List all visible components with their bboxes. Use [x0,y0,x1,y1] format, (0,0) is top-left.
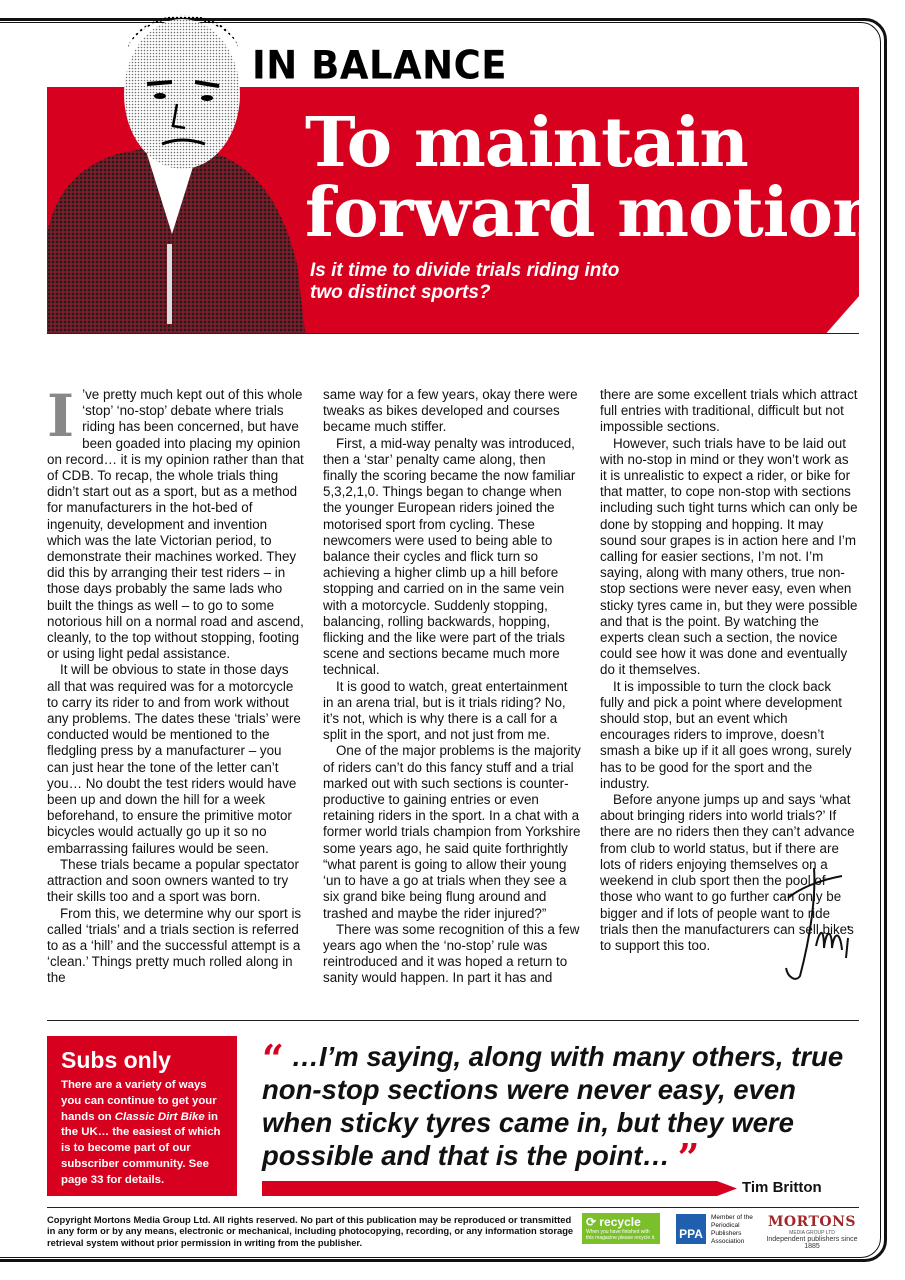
paragraph: One of the major problems is the majority of riders can’t do this fancy stuff and a trial marked out with such sections is counter-productive to gaining entries or even retaining riders in the sport. In a chat with a former world trials champion from Yorkshire some years ago, he said quite forthrightly “what parent is going to allow their young ‘un to have a go at trials when they see a six grand bike being flung around and trashed and maybe the rider injured?” [323,743,581,921]
quote-author: Tim Britton [742,1179,822,1196]
ppa-logo [676,1214,761,1246]
paragraph: It is good to watch, great entertainment in an arena trial, but is it trials riding? No, it’s not, which is why there is a call for a split in the sport, and not just from me. [323,678,568,743]
recycle-small-text: When you have finished with this magazine please recycle it. [586,1229,656,1241]
subs-box [47,1036,237,1196]
section-divider [47,1020,859,1021]
ppa-text: Member of the Periodical Publishers Association [711,1214,753,1245]
headline-line-1: To maintain [305,103,748,183]
ppa-mark: PPA [676,1214,706,1244]
paragraph: It will be obvious to state in those days all that was required was for a motorcycle to carry its rider to and from work without any problems. The dates these ‘trials’ were conducted would be mentioned to the fledgling press by a manufacturer – you can just hear the tone of the letter can’t you… No doubt the test riders would have been up and down the hill for a week beforehand, to ensure the primitive motor bicycles would actually go up it so no embarrassing failures would be seen. [47,662,301,856]
recycle-label: ⟳ recycle [586,1215,641,1229]
recycle-label-text: recycle [599,1215,641,1229]
paragraph: First, a mid-way penalty was introduced, then a ‘star’ penalty came along, then finally the scoring became the now familiar 5,3,2,1,0. Things began to change when the younger European riders joined the motorised sport from cycling. These newcomers were used to being able to balance their cycles and flick turn so achieving a higher climb up a hill before stopping and carried on in the same vein with a motorcycle. Suddenly stopping, balancing, rolling backwards, hopping, flicking and the like were part of the trials scene and sections became much more technical. [323,435,576,678]
paragraph: These trials became a popular spectator attraction and soon owners wanted to try their skills too and a sport was born. [47,856,299,905]
drop-cap: I [47,382,75,450]
headline-line-2: forward motion [305,173,881,253]
author-signature [780,858,860,983]
paragraph: There was some recognition of this a few years ago when the ‘no-stop’ rule was reintroduced and it was hoped a return to sanity would happen. In part it has and [323,921,580,986]
paragraph: However, such trials have to be laid out with no-stop in mind or they won’t work as it is unrealistic to expect a rider, or bike for that matter, to cope non-stop with sections including such tight turns which can only be done by stopping and hopping. It may sound sour grapes is in action here and I’m calling for easier sections, I’m not. I’m saying, along with many others, true non-stop sections were never easy, even when sticky tyres came in, but they were possible and that is the point. By watching the experts clean such a section, the novice could see how it was done and eventually do it themselves. [600,435,858,678]
mortons-sub: MEDIA GROUP LTD [789,1230,835,1236]
footer-divider [47,1207,859,1208]
close-quote-mark: ” [677,1135,700,1180]
copyright-notice: Copyright Mortons Media Group Ltd. All rights reserved. No part of this publication may be reproduced or transmitted in any form or by any means, electronic or mechanical, including photocopying, recording, or any information storage retrieval system without prior permission in writing from the publisher. [47,1214,574,1248]
subs-body-text: There are a variety of ways you can continue to get your hands on [61,1079,217,1123]
paragraph: there are some excellent trials which attract full entries with traditional, difficult but not impossible sections. [600,387,858,435]
open-quote-mark: “ [262,1036,284,1081]
paragraph: Before anyone jumps up and says ‘what about bringing riders into world trials?’ If there are no riders then they can’t advance from club to world status, but if there are lots of riders enjoying themselves on a weekend in club sport then the pool of those who want to go further can only be bigger and if lots of people want to ride trials then the manufacturers can sell bikes to support this too. [600,792,855,953]
paragraph: It is impossible to turn the clock back fully and pick a point where development should stop, but an event which encourages riders to improve, doesn’t smash a bike up if it all goes wrong, surely has to be good for the sport and the industry. [600,678,852,791]
quote-arrow [262,1181,737,1196]
headline [305,103,881,253]
mortons-name: MORTONS [767,1214,857,1230]
subs-body-text: in the UK… the easiest of which is to become part of our subscriber community. See page 33 for details. [61,1110,221,1186]
header-divider [47,333,859,334]
recycle-logo [582,1213,660,1244]
standfirst: Is it time to divide trials riding into two distinct sports? [310,260,620,303]
subs-body [61,1078,225,1189]
mortons-tagline: Independent publishers since 1885 [766,1236,858,1250]
article-column-1 [47,382,305,987]
magazine-title: Classic Dirt Bike [114,1110,205,1123]
article-column-2 [323,387,581,987]
section-kicker: IN BALANCE [252,42,508,89]
paragraph: From this, we determine why our sport is called ‘trials’ and a trials section is referred to as a ‘hill’ and the successful attempt is a ‘clean.’ Things pretty much rolled along in the [47,905,302,986]
mortons-logo [762,1214,862,1250]
paragraph: same way for a few years, okay there were tweaks as bikes developed and courses became much stiffer. [323,387,578,435]
pull-quote-text: …I’m saying, along with many others, true non-stop sections were never easy, even when sticky tyres came in, but they were possible and that is the point… [262,1041,844,1171]
pull-quote [262,1036,862,1180]
paragraph: ’ve pretty much kept out of this whole ‘stop’ ‘no-stop’ debate where trials riding has been concerned, but have been goaded into placing my opinion on record… it is my opinion rather than that of CDB. To recap, the whole trials thing didn’t start out as a sport, but as a method for manufacturers in the hot-bed of ingenuity, development and invention which was the late Victorian period, to demonstrate their machines worked. They did this by arranging their test riders – in those days probably the same lads who built the things as well – to go to some notorious hill on a normal road and ascend, cleanly, to the top without stopping, footing or using light pedal assistance. [47,387,304,662]
subs-title: Subs only [61,1047,171,1073]
